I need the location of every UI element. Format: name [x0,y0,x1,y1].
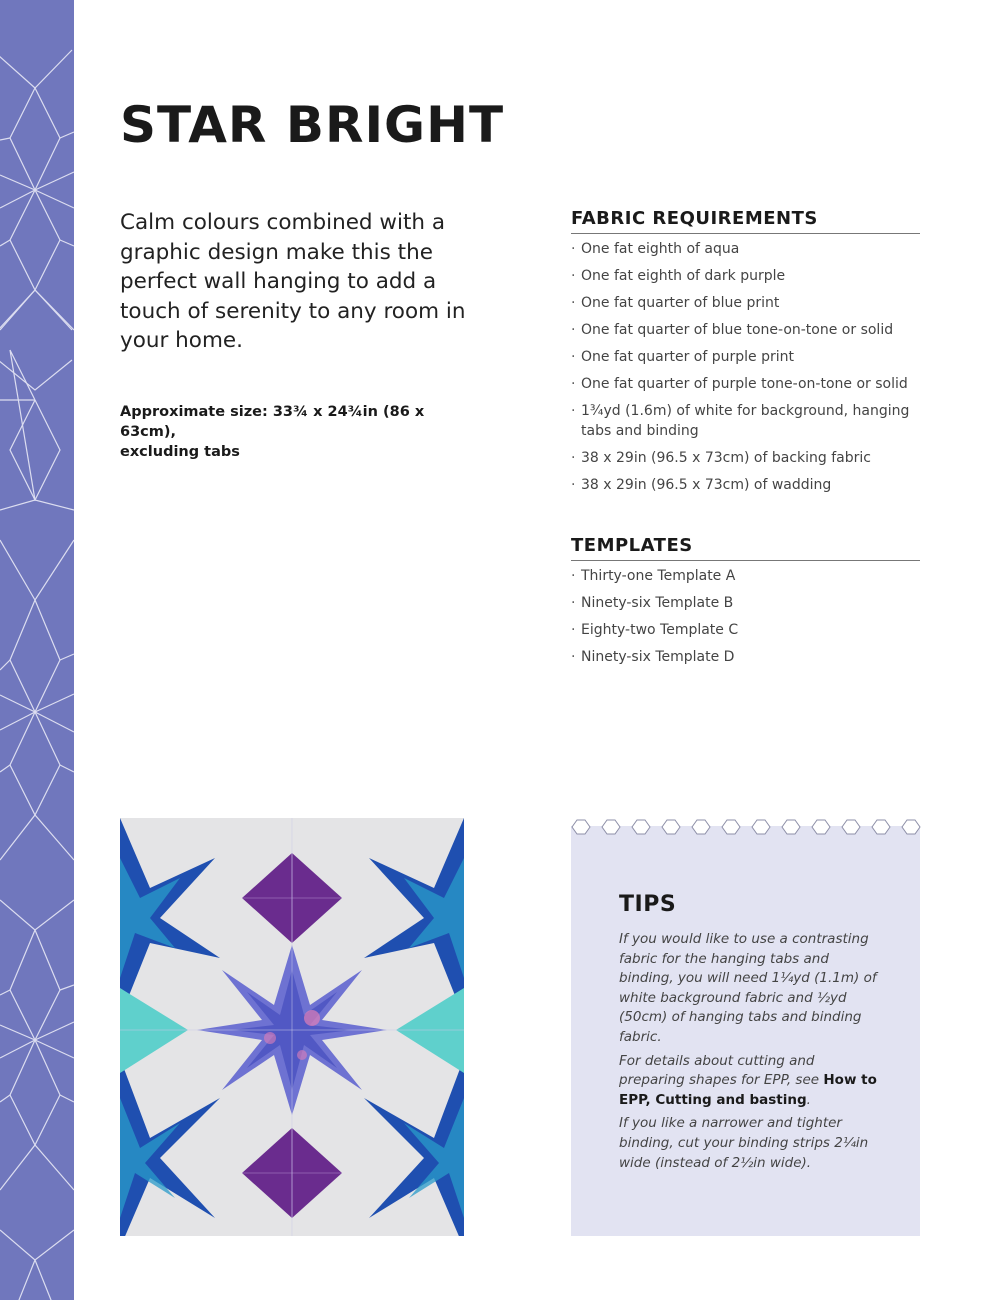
list-item: · Ninety-six Template D [571,648,920,668]
bullet-icon: · [571,622,576,638]
templates-heading: TEMPLATES [571,535,920,561]
bullet-icon: · [571,376,576,392]
fabric-requirements-list [571,240,920,495]
quilt-photo [120,818,464,1236]
bullet-icon: · [571,268,576,284]
list-item: · One fat quarter of purple print [571,348,920,368]
page-title: STAR BRIGHT [120,96,505,154]
templates-section [571,535,920,675]
bullet-icon: · [571,349,576,365]
hexagon-row-icon [568,816,924,838]
list-item: · Ninety-six Template B [571,594,920,614]
list-item: · One fat eighth of dark purple [571,267,920,287]
list-item: · Eighty-two Template C [571,621,920,641]
templates-list [571,567,920,668]
tips-heading: TIPS [619,892,677,917]
bullet-icon: · [571,595,576,611]
bullet-icon: · [571,476,576,493]
bullet-icon: · [571,241,576,257]
tips-body [619,930,879,1177]
list-item: · 1¾yd (1.6m) of white for background, hanging tabs and binding [571,403,910,439]
tip-paragraph: If you would like to use a contrasting fabric for the hanging tabs and binding, you will need 1¼yd (1.1m) of white background fabric and ½yd (50cm) of hanging tabs and binding fabric. [619,931,877,1045]
bullet-icon: · [571,322,576,338]
bullet-icon: · [571,403,576,419]
tip-paragraph: For details about cutting and preparing shapes for EPP, see How to EPP, Cutting and basting. [619,1052,877,1108]
bullet-icon: · [571,568,576,584]
list-item: · One fat quarter of blue print [571,294,920,314]
list-item: · 38 x 29in (96.5 x 73cm) of backing fabric [571,449,920,469]
intro-paragraph: Calm colours combined with a graphic design make this the perfect wall hanging to add a touch of serenity to any room in your home. [120,210,466,353]
quilt-image-icon [120,818,464,1236]
geometric-pattern-icon [0,0,74,1300]
list-item: · 38 x 29in (96.5 x 73cm) of wadding [571,476,920,496]
fabric-requirements-heading: FABRIC REQUIREMENTS [571,208,920,234]
fabric-requirements-section [571,208,920,503]
list-item: · One fat quarter of purple tone-on-tone or solid [571,375,920,395]
list-item: · One fat eighth of aqua [571,240,920,260]
bullet-icon: · [571,449,576,466]
size-line-1: Approximate size: 33¾ x 24¾in (86 x 63cm), [120,404,425,440]
hexagon-border [568,816,924,838]
bullet-icon: · [571,649,576,665]
size-line-2: excluding tabs [120,444,240,460]
list-item: · One fat quarter of blue tone-on-tone or solid [571,321,920,341]
epp-guide-link[interactable]: How to EPP, Cutting and basting [619,1072,877,1108]
decorative-sidebar [0,0,74,1300]
tips-box [571,826,920,1236]
list-item: · Thirty-one Template A [571,567,920,587]
approximate-size [120,402,480,462]
bullet-icon: · [571,295,576,311]
tip-paragraph: If you like a narrower and tighter binding, cut your binding strips 2¼in wide (instead of 2½in wide). [619,1115,869,1171]
